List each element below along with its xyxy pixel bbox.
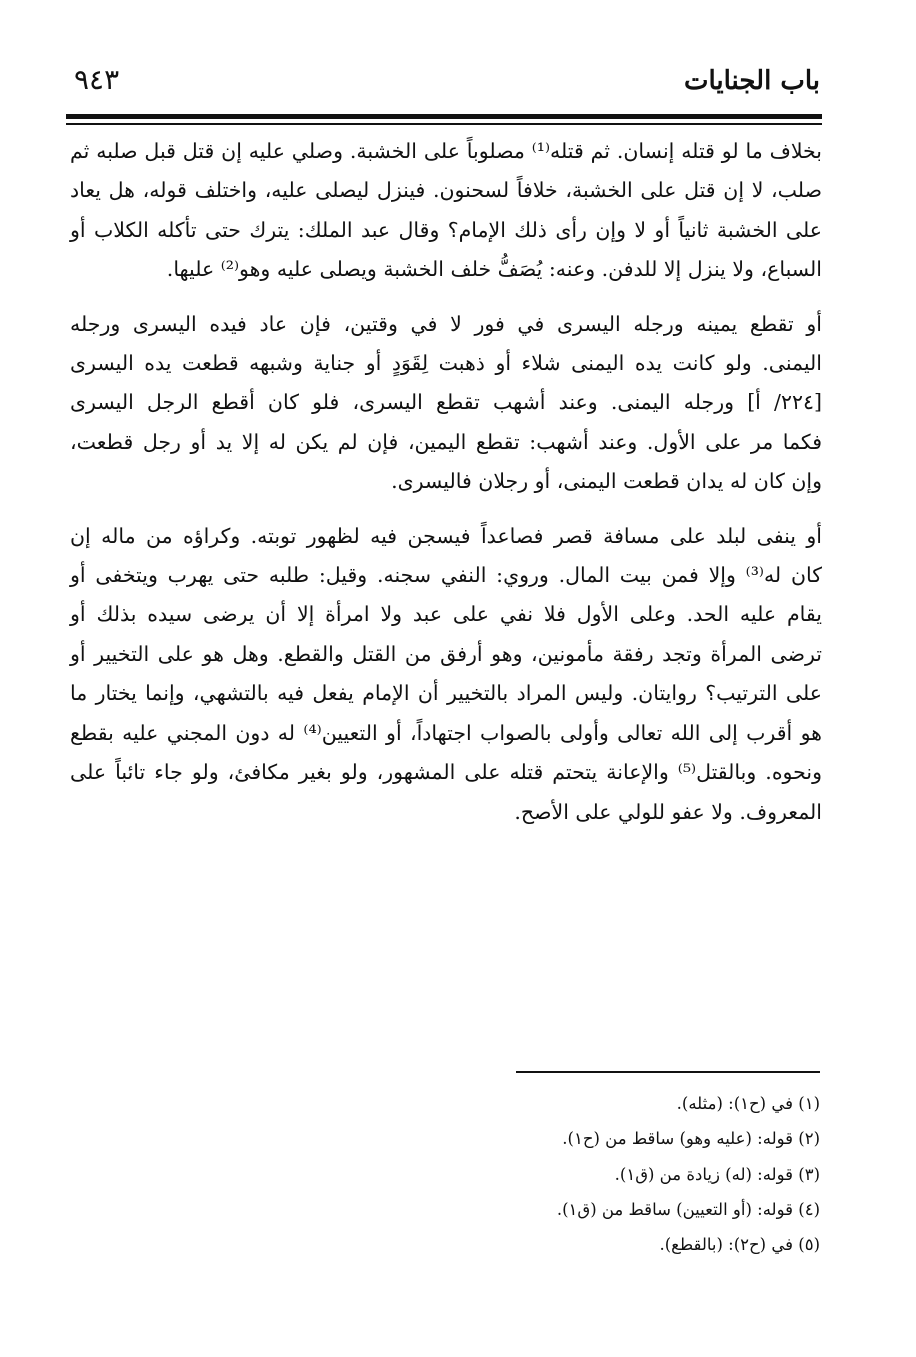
text-line: بخلاف ما لو قتله إنسان. ثم قتله⁽¹⁾ مصلوباً على الخشبة. وصلي عليه إن قتل قبل صلبه ثم (70, 139, 822, 163)
header-rule-thin (66, 123, 822, 125)
footnote-2: (٢) قوله: (عليه وهو) ساقط من (ح١). (562, 1129, 820, 1149)
main-text (70, 132, 822, 832)
footnotes (70, 1086, 820, 1262)
page-header (74, 52, 820, 96)
footnote-5: (٥) في (ح٢): (بالقطع). (659, 1235, 820, 1255)
text-line: أو ينفى لبلد على مسافة قصر فصاعداً فيسجن فيه لظهور توبته. وكراؤه من ماله إن (70, 523, 822, 548)
text-line: ترضى المرأة وتجد رفقة مأمونين، وهو أرفق من القتل والقطع. وهل هو على التخيير أو (70, 641, 822, 666)
text-line: هو أقرب إلى الله تعالى وأولى بالصواب اجتهاداً، أو التعيين⁽⁴⁾ له دون المجني عليه بقطع (70, 720, 822, 745)
text-line: على الترتيب؟ روايتان. وليس المراد بالتخيير أن الإمام يفعل فيه بالتشهي، وإنما يختار ما (70, 681, 822, 706)
chapter-title: باب الجنايات (683, 66, 820, 96)
text-line: على الخشبة ثانياً أو لا وإن رأى ذلك الإمام؟ وقال عبد الملك: يترك حتى تأكله الكلاب أو (70, 217, 822, 242)
text-line: وإن كان له يدان قطعت اليمنى، أو رجلان فاليسرى. (391, 469, 822, 494)
text-line: أو تقطع يمينه ورجله اليسرى في فور لا في وقتين، فإن عاد فيده اليسرى ورجله (70, 311, 822, 336)
text-line: يقام عليه الحد. وعلى الأول فلا نفي على عبد ولا امرأة إلا أن يرضى سيده بذلك أو (70, 602, 822, 627)
header-rule-thick (66, 114, 822, 119)
text-line: كان له⁽³⁾ وإلا فمن بيت المال. وروي: النفي سجنه. وقيل: طلبه حتى يهرب ويتخفى أو (70, 563, 823, 588)
text-line: اليمنى. ولو كانت يده اليمنى شلاء أو ذهبت لِقَوَدٍ أو جناية وشبهه قطعت يده اليسرى (70, 351, 822, 376)
text-line: فكما مر على الأول. وعند أشهب: تقطع اليمين، فإن لم يكن له إلا يد أو رجل قطعت، (70, 429, 822, 454)
text-line: ونحوه. وبالقتل⁽⁵⁾ والإعانة يتحتم قتله على المشهور، ولو بغير مكافئ، ولو جاء تائباً على (70, 760, 822, 785)
text-line: صلب، لا إن قتل على الخشبة، خلافاً لسحنون. فينزل ليصلى عليه، واختلف قوله، هل يعاد (70, 178, 822, 203)
paragraph-3 (70, 517, 822, 832)
text-line: [٢٢٤/ أ] ورجله اليمنى. وعند أشهب تقطع اليسرى، فلو كان أقطع الرجل اليسرى (70, 390, 822, 415)
page-number: ٩٤٣ (74, 63, 120, 96)
text-line: السباع، ولا ينزل إلا للدفن. وعنه: يُصَفُّ خلف الخشبة ويصلى عليه وهو⁽²⁾ عليها. (166, 257, 822, 282)
footnote-1: (١) في (ح١): (مثله). (676, 1094, 820, 1113)
paragraph-2 (70, 305, 822, 502)
paragraph-1 (70, 132, 822, 290)
footnote-3: (٣) قوله: (له) زيادة من (ق١). (614, 1164, 820, 1184)
footnote-4: (٤) قوله: (أو التعيين) ساقط من (ق١). (556, 1199, 820, 1219)
footnote-separator (516, 1071, 820, 1073)
text-line: المعروف. ولا عفو للولي على الأصح. (514, 799, 822, 824)
